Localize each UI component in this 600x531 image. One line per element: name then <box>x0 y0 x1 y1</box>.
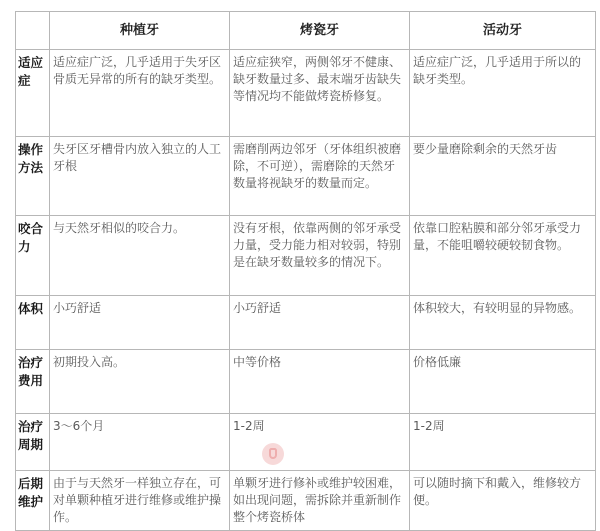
header-implant: 种植牙 <box>50 12 230 50</box>
row-label: 治疗周期 <box>16 414 50 471</box>
table-cell: 价格低廉 <box>410 350 596 414</box>
row-label: 适应症 <box>16 50 50 137</box>
table-row <box>16 471 596 531</box>
table-cell: 小巧舒适 <box>230 296 410 350</box>
header-porcelain: 烤瓷牙 <box>230 12 410 50</box>
table-cell: 中等价格 <box>230 350 410 414</box>
table-header-row <box>16 12 596 50</box>
watermark-tooth-icon <box>262 443 284 465</box>
table-cell: 1-2周 <box>230 414 410 471</box>
table-cell: 适应症广泛，几乎适用于所以的缺牙类型。 <box>410 50 596 137</box>
table-cell: 要少量磨除剩余的天然牙齿 <box>410 137 596 216</box>
table-cell: 没有牙根，依靠两侧的邻牙承受力量，受力能力相对较弱，特别是在缺牙数量较多的情况下。 <box>230 216 410 296</box>
table-cell: 可以随时摘下和戴入，维修较方便。 <box>410 471 596 531</box>
table-cell: 与天然牙相似的咬合力。 <box>50 216 230 296</box>
table-row <box>16 414 596 471</box>
table-row <box>16 350 596 414</box>
table-cell: 体积较大，有较明显的异物感。 <box>410 296 596 350</box>
header-corner <box>16 12 50 50</box>
table-cell: 适应症狭窄，两侧邻牙不健康、缺牙数量过多、最末端牙齿缺失等情况均不能做烤瓷桥修复。 <box>230 50 410 137</box>
header-removable: 活动牙 <box>410 12 596 50</box>
table-row <box>16 296 596 350</box>
table-cell: 依靠口腔粘膜和部分邻牙承受力量，不能咀嚼较硬较韧食物。 <box>410 216 596 296</box>
table-cell: 适应症广泛，几乎适用于失牙区骨质无异常的所有的缺牙类型。 <box>50 50 230 137</box>
comparison-table <box>15 11 596 531</box>
table-row <box>16 50 596 137</box>
table-cell: 由于与天然牙一样独立存在，可对单颗种植牙进行维修或维护操作。 <box>50 471 230 531</box>
table-cell: 小巧舒适 <box>50 296 230 350</box>
table-cell: 需磨削两边邻牙（牙体组织被磨除，不可逆），需磨除的天然牙数量将视缺牙的数量而定。 <box>230 137 410 216</box>
row-label: 咬合力 <box>16 216 50 296</box>
row-label: 治疗费用 <box>16 350 50 414</box>
table-cell: 失牙区牙槽骨内放入独立的人工牙根 <box>50 137 230 216</box>
table-cell: 1-2周 <box>410 414 596 471</box>
table-cell: 初期投入高。 <box>50 350 230 414</box>
row-label: 操作方法 <box>16 137 50 216</box>
table-cell: 3～6个月 <box>50 414 230 471</box>
table-row <box>16 216 596 296</box>
table-row <box>16 137 596 216</box>
row-label: 体积 <box>16 296 50 350</box>
row-label: 后期维护 <box>16 471 50 531</box>
table-cell: 单颗牙进行修补或维护较困难，如出现问题，需拆除并重新制作整个烤瓷桥体 <box>230 471 410 531</box>
